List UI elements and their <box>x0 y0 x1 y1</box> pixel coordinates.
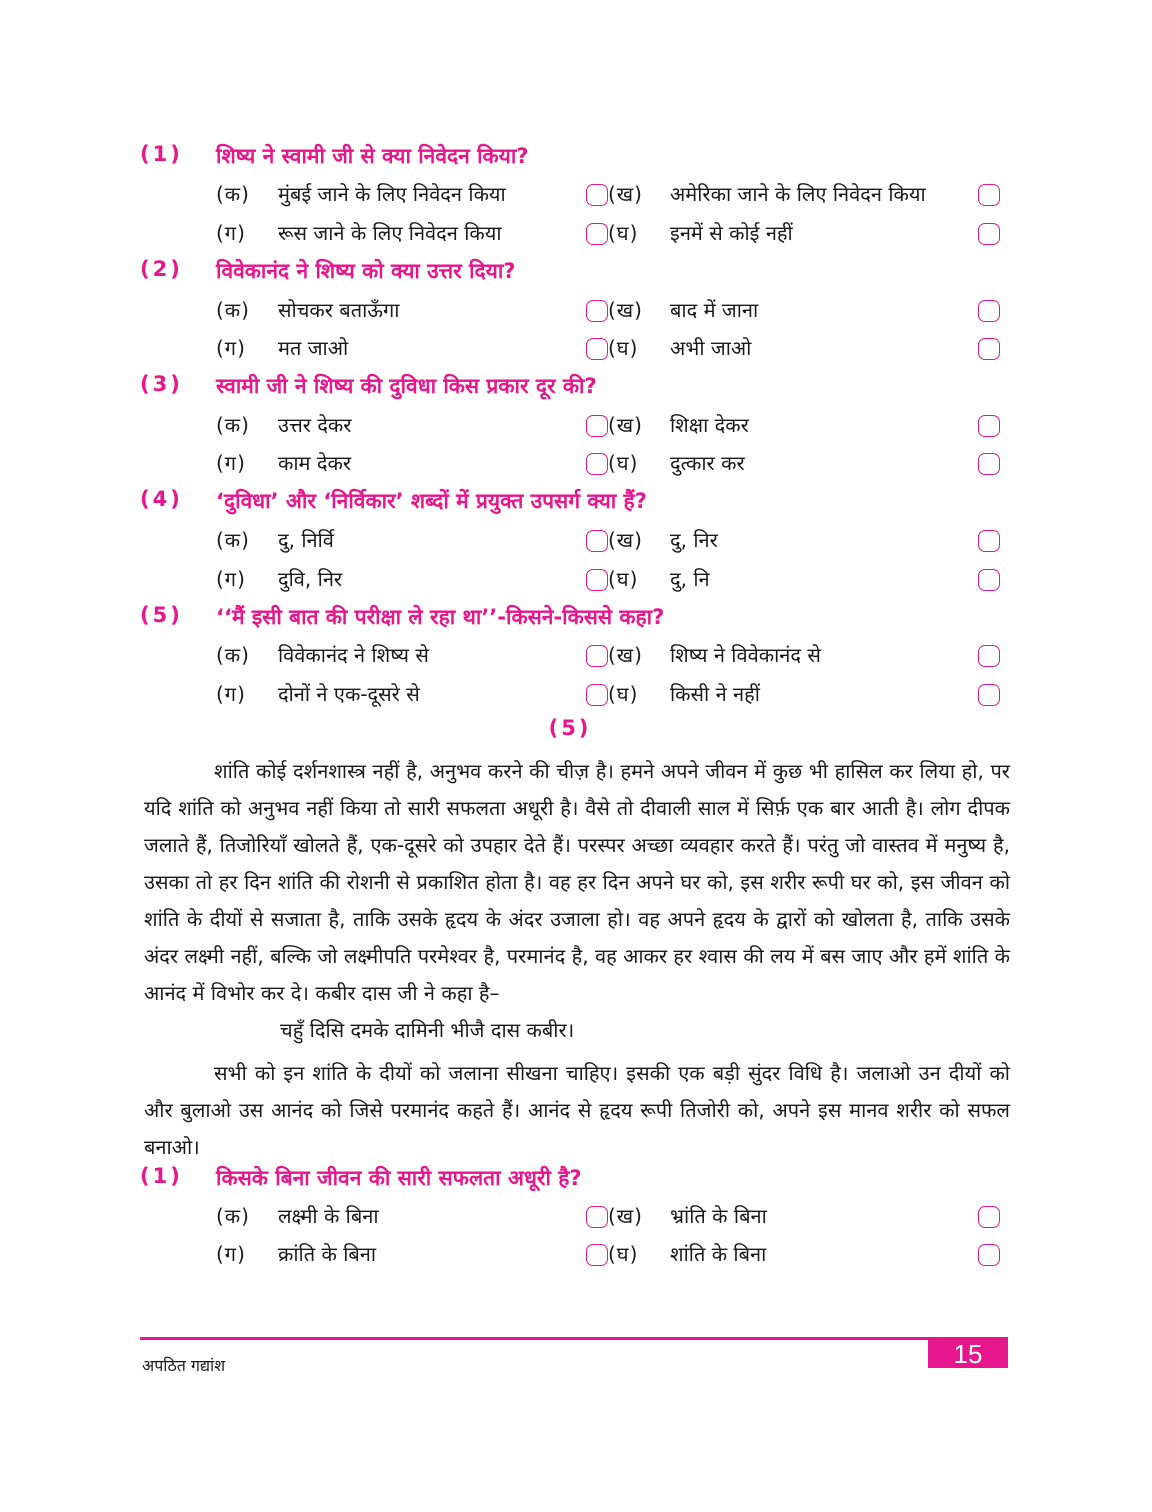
option-ka <box>216 526 608 560</box>
question-4 <box>140 487 1020 521</box>
answer-checkbox[interactable] <box>978 338 1000 360</box>
option-text: क्रांति के बिना <box>278 1242 377 1266</box>
option-label: (ग) <box>216 221 246 245</box>
answer-checkbox[interactable] <box>978 1206 1000 1228</box>
answer-checkbox[interactable] <box>586 453 608 475</box>
option-label: (ग) <box>216 336 246 360</box>
option-gha <box>608 219 1000 253</box>
question-text: ‘‘मैं इसी बात की परीक्षा ले रहा था’’-किसने-किससे कहा? <box>216 605 665 629</box>
option-text: दुवि, निर <box>278 567 343 591</box>
footer-divider <box>140 1337 1008 1340</box>
answer-checkbox[interactable] <box>978 645 1000 667</box>
answer-checkbox[interactable] <box>978 300 1000 322</box>
answer-checkbox[interactable] <box>586 184 608 206</box>
option-ka <box>216 411 608 445</box>
option-text: दु, निर्वि <box>278 528 334 552</box>
option-ka <box>216 180 608 214</box>
option-text: सोचकर बताऊँगा <box>278 298 400 322</box>
question-2 <box>140 257 1020 291</box>
option-label: (ख) <box>608 528 643 552</box>
option-label: (ग) <box>216 1242 246 1266</box>
option-text: विवेकानंद ने शिष्य से <box>278 643 429 667</box>
question-number: (2) <box>140 257 183 281</box>
option-text: दोनों ने एक-दूसरे से <box>278 682 420 706</box>
option-ka <box>216 1202 608 1236</box>
option-label: (ग) <box>216 451 246 475</box>
option-label: (घ) <box>608 567 639 591</box>
option-label: (ख) <box>608 413 643 437</box>
option-text: अमेरिका जाने के लिए निवेदन किया <box>670 182 926 206</box>
option-kha <box>608 641 1000 675</box>
question-text: ‘दुविधा’ और ‘निर्विकार’ शब्दों में प्रयुक्त उपसर्ग क्या हैं? <box>216 489 647 513</box>
option-text: शिष्य ने विवेकानंद से <box>670 643 821 667</box>
option-label: (ख) <box>608 643 643 667</box>
answer-checkbox[interactable] <box>978 684 1000 706</box>
option-text: रूस जाने के लिए निवेदन किया <box>278 221 502 245</box>
option-gha <box>608 680 1000 714</box>
option-label: (घ) <box>608 1242 639 1266</box>
question-number: (1) <box>140 142 183 166</box>
question-number: (1) <box>140 1164 183 1188</box>
option-text: दु, नि <box>670 567 710 591</box>
answer-checkbox[interactable] <box>586 1244 608 1266</box>
option-text: किसी ने नहीं <box>670 682 760 706</box>
footer-section-label: अपठित गद्यांश <box>142 1356 226 1375</box>
option-kha <box>608 1202 1000 1236</box>
option-text: इनमें से कोई नहीं <box>670 221 793 245</box>
option-label: (घ) <box>608 221 639 245</box>
option-label: (घ) <box>608 451 639 475</box>
page-number: 15 <box>928 1340 1008 1368</box>
option-kha <box>608 526 1000 560</box>
answer-checkbox[interactable] <box>586 569 608 591</box>
question-text: शिष्य ने स्वामी जी से क्या निवेदन किया? <box>216 144 529 168</box>
answer-checkbox[interactable] <box>978 184 1000 206</box>
option-label: (ग) <box>216 682 246 706</box>
passage-question-1 <box>140 1164 1020 1198</box>
question-5 <box>140 603 1020 637</box>
question-text: स्वामी जी ने शिष्य की दुविधा किस प्रकार दूर की? <box>216 374 597 398</box>
option-gha <box>608 565 1000 599</box>
option-kha <box>608 180 1000 214</box>
answer-checkbox[interactable] <box>978 453 1000 475</box>
option-label: (ग) <box>216 567 246 591</box>
option-gha <box>608 334 1000 368</box>
question-number: (3) <box>140 372 183 396</box>
option-label: (घ) <box>608 682 639 706</box>
option-gha <box>608 449 1000 483</box>
option-text: उत्तर देकर <box>278 413 352 437</box>
option-label: (ख) <box>608 1204 643 1228</box>
answer-checkbox[interactable] <box>586 645 608 667</box>
answer-checkbox[interactable] <box>586 300 608 322</box>
option-ga <box>216 565 608 599</box>
passage-paragraph-1: शांति कोई दर्शनशास्त्र नहीं है, अनुभव करने की चीज़ है। हमने अपने जीवन में कुछ भी हासिल कर लिया हो, पर यदि शांति को अनुभव नहीं किया तो सारी सफलता अधूरी है। वैसे तो दीवाली साल में सिर्फ़ एक बार आती है। लोग दीपक जलाते हैं, तिजोरियाँ खोलते हैं, एक-दूसरे को उपहार देते हैं। परस्पर अच्छा व्यवहार करते हैं। परंतु जो वास्तव में मनुष्य है, उसका तो हर दिन शांति की रोशनी से प्रकाशित होता है। वह हर दिन अपने घर को, इस शरीर रूपी घर को, इस जीवन को शांति के दीयों से सजाता है, ताकि उसके हृदय के अंदर उजाला हो। वह अपने हृदय के द्वारों को खोलता है, ताकि उसके अंदर लक्ष्मी नहीं, बल्कि जो लक्ष्मीपति परमेश्वर है, परमानंद है, वह आकर हर श्वास की लय में बस जाए और हमें शांति के आनंद में विभोर कर दे। कबीर दास जी ने कहा है– <box>144 759 1010 1005</box>
question-3 <box>140 372 1020 406</box>
option-label: (क) <box>216 528 250 552</box>
option-text: मुंबई जाने के लिए निवेदन किया <box>278 182 506 206</box>
option-text: शांति के बिना <box>670 1242 767 1266</box>
option-ka <box>216 296 608 330</box>
option-text: काम देकर <box>278 451 352 475</box>
answer-checkbox[interactable] <box>978 1244 1000 1266</box>
option-gha <box>608 1240 1000 1274</box>
option-label: (क) <box>216 413 250 437</box>
answer-checkbox[interactable] <box>586 223 608 245</box>
answer-checkbox[interactable] <box>586 684 608 706</box>
option-kha <box>608 296 1000 330</box>
answer-checkbox[interactable] <box>978 415 1000 437</box>
option-ga <box>216 219 608 253</box>
answer-checkbox[interactable] <box>978 530 1000 552</box>
option-ga <box>216 449 608 483</box>
option-ka <box>216 641 608 675</box>
option-text: भ्रांति के बिना <box>670 1204 767 1228</box>
passage-couplet: चहुँ दिसि दमके दामिनी भीजै दास कबीर। <box>280 1018 575 1042</box>
option-label: (क) <box>216 182 250 206</box>
option-label: (क) <box>216 1204 250 1228</box>
option-text: मत जाओ <box>278 336 349 360</box>
option-kha <box>608 411 1000 445</box>
option-text: बाद में जाना <box>670 298 759 322</box>
answer-checkbox[interactable] <box>586 530 608 552</box>
question-1 <box>140 142 1020 176</box>
answer-checkbox[interactable] <box>586 338 608 360</box>
answer-checkbox[interactable] <box>586 1206 608 1228</box>
question-number: (5) <box>140 603 183 627</box>
option-label: (घ) <box>608 336 639 360</box>
passage-paragraph-2: सभी को इन शांति के दीयों को जलाना सीखना चाहिए। इसकी एक बड़ी सुंदर विधि है। जलाओ उन दीयों को और बुलाओ उस आनंद को जिसे परमानंद कहते हैं। आनंद से हृदय रूपी तिजोरी को, अपने इस मानव शरीर को सफल बनाओ। <box>144 1061 1010 1159</box>
answer-checkbox[interactable] <box>978 569 1000 591</box>
option-text: लक्ष्मी के बिना <box>278 1204 379 1228</box>
option-label: (क) <box>216 298 250 322</box>
option-text: शिक्षा देकर <box>670 413 749 437</box>
option-text: दु, निर <box>670 528 718 552</box>
question-text: विवेकानंद ने शिष्य को क्या उत्तर दिया? <box>216 259 516 283</box>
option-text: अभी जाओ <box>670 336 752 360</box>
option-label: (ख) <box>608 298 643 322</box>
option-ga <box>216 680 608 714</box>
option-ga <box>216 1240 608 1274</box>
option-label: (ख) <box>608 182 643 206</box>
answer-checkbox[interactable] <box>978 223 1000 245</box>
section-number: (5) <box>548 716 592 740</box>
question-number: (4) <box>140 487 183 511</box>
option-text: दुत्कार कर <box>670 451 745 475</box>
question-text: किसके बिना जीवन की सारी सफलता अधूरी है? <box>216 1166 582 1190</box>
option-label: (क) <box>216 643 250 667</box>
answer-checkbox[interactable] <box>586 415 608 437</box>
option-ga <box>216 334 608 368</box>
